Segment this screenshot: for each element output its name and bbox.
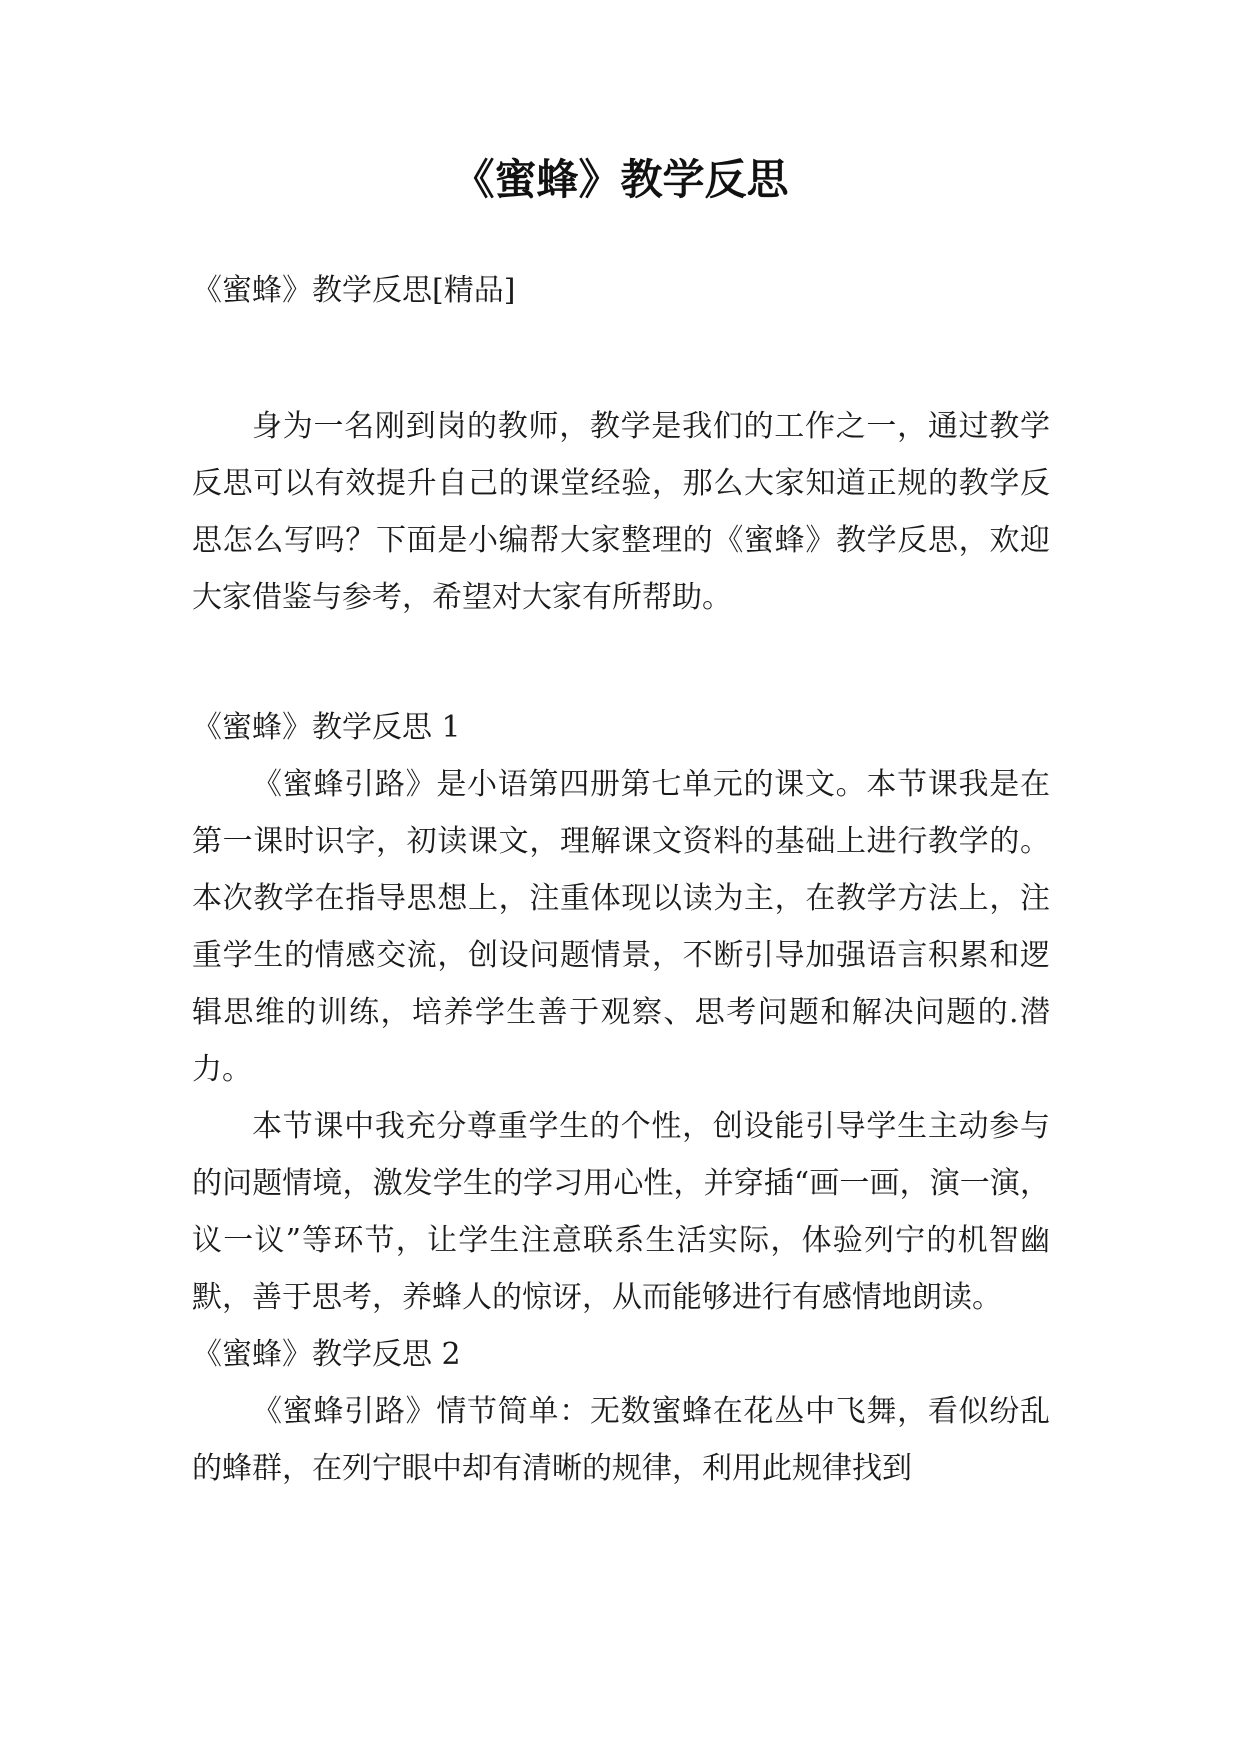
section-paragraph: 《蜜蜂引路》是小语第四册第七单元的课文。本节课我是在第一课时识字，初读课文，理解课文资料的基础上进行教学的。本次教学在指导思想上，注重体现以读为主，在教学方法上，注重学生的情感交流，创设问题情景，不断引导加强语言积累和逻辑思维的训练，培养学生善于观察、思考问题和解决问题的.潜力。 [192,767,1050,1087]
section-1 [192,699,1050,1326]
section-paragraph: 本节课中我充分尊重学生的个性，创设能引导学生主动参与的问题情境，激发学生的学习用心性，并穿插“画一画，演一演，议一议”等环节，让学生注意联系生活实际，体验列宁的机智幽默，善于思考，养蜂人的惊讶，从而能够进行有感情地朗读。 [192,1109,1050,1315]
section-heading: 《蜜蜂》教学反思 2 [192,1337,461,1372]
document-subtitle: 《蜜蜂》教学反思[精品] [192,273,516,308]
document-title: 《蜜蜂》教学反思 [452,155,789,204]
section-heading: 《蜜蜂》教学反思 1 [192,710,461,745]
document-body [192,262,1050,1497]
intro-paragraph: 身为一名刚到岗的教师，教学是我们的工作之一，通过教学反思可以有效提升自己的课堂经验，那么大家知道正规的教学反思怎么写吗？下面是小编帮大家整理的《蜜蜂》教学反思，欢迎大家借鉴与参考，希望对大家有所帮助。 [192,409,1050,615]
section-paragraph: 《蜜蜂引路》情节简单：无数蜜蜂在花丛中飞舞，看似纷乱的蜂群，在列宁眼中却有清晰的规律，利用此规律找到 [192,1394,1050,1486]
section-2 [192,1326,1050,1497]
